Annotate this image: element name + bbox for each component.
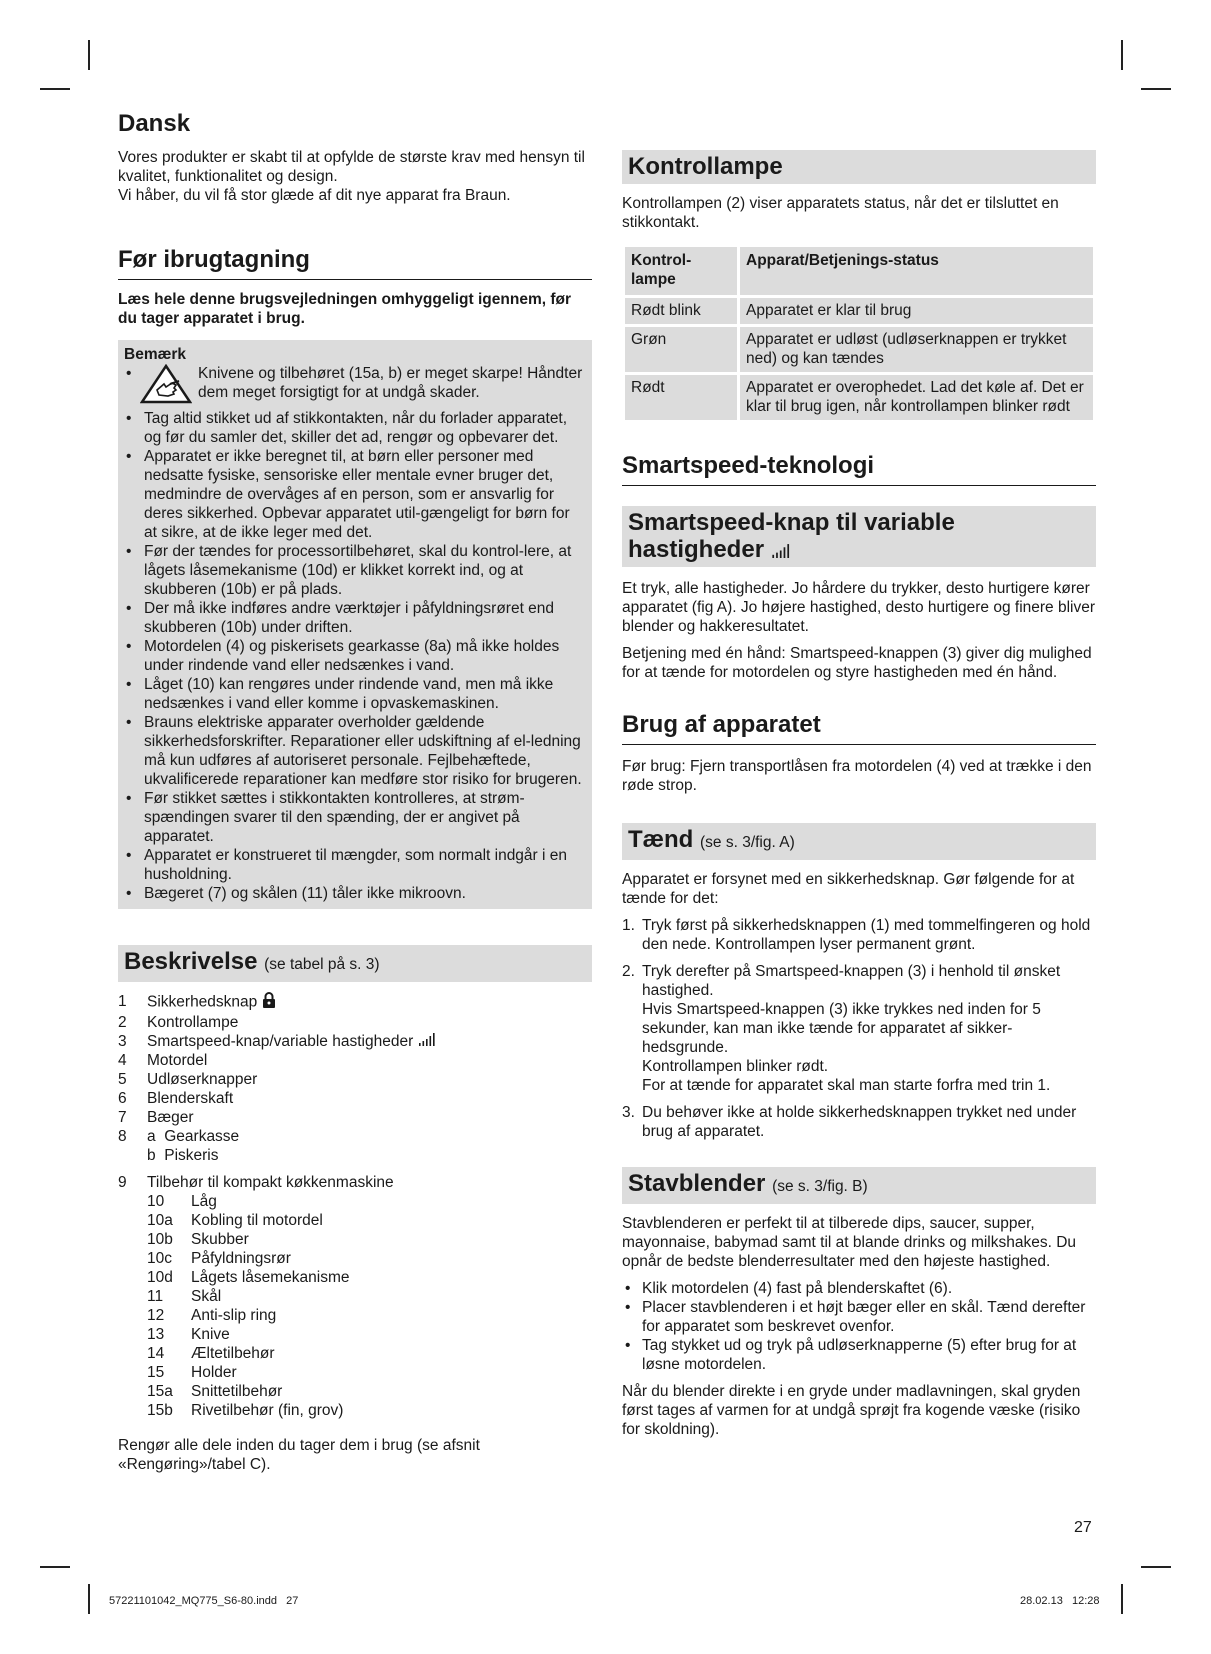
note-item: • Brauns elektriske apparater overholder gældende sikkerhedsforskrifter. Reparationer eller udskiftning af el-ledning må kun udføres af autoriseret personale. Fejlbehæftede, ukvalificerede reparationer kan medføre stor risiko for brugeren. (124, 713, 586, 789)
part-label: Skål (191, 1288, 222, 1306)
note-item: • Bægeret (7) og skålen (11) tåler ikke mikroovn. (124, 884, 586, 903)
footer-date: 28.02.13 12:28 (1020, 1595, 1100, 1607)
note-item: • Tag altid stikket ud af stikkontakten, når du forlader apparatet, og før du samler det, skiller det ad, rengør og opbevarer det. (124, 409, 586, 447)
part-label: Blenderskaft (147, 1090, 234, 1108)
description-title: Beskrivelse (124, 948, 258, 975)
bullet-item: • Placer stavblenderen i et højt bæger eller en skål. Tænd derefter for apparatet som beskrevet ovenfor. (622, 1298, 1096, 1336)
crop-mark (1121, 40, 1123, 70)
table-cell: Apparatet er udløst (udløserknappen er trykket ned) og kan tændes (739, 326, 1095, 374)
step-number: 3. (622, 1104, 635, 1122)
part-number: 10a (147, 1212, 173, 1230)
bullet-item: • Klik motordelen (4) fast på blenderskaftet (6). (622, 1279, 1096, 1298)
step-text: Tryk først på sikkerhedsknappen (1) med tommelfingeren og hold den nede. Kontrollampen lyser permanent grønt. (642, 917, 1091, 954)
crop-mark (88, 1584, 90, 1614)
part-number: 15b (147, 1402, 173, 1420)
step-number: 1. (622, 917, 635, 935)
right-column (622, 150, 1096, 1439)
table-cell: Rødt (624, 374, 739, 422)
note-item: • Apparatet er konstrueret til mængder, som normalt indgår i en husholdning. (124, 846, 586, 884)
crop-mark (1141, 1566, 1171, 1568)
note-item: • Før stikket sættes i stikkontakten kontrolleres, at strøm-spændingen svarer til den spænding, der er angivet på apparatet. (124, 789, 586, 846)
step-text: Kontrollampen blinker rødt. (642, 1058, 829, 1076)
language-title: Dansk (118, 110, 191, 137)
speed-bars-icon (418, 1032, 438, 1051)
step-item (622, 916, 1096, 954)
lock-icon (262, 992, 276, 1013)
crop-mark (1121, 1584, 1123, 1614)
smartspeed-subheading-text: Smartspeed-knap til variable hastigheder (628, 509, 955, 563)
part-number: 2 (118, 1014, 127, 1031)
part-number: 8 (118, 1128, 127, 1146)
table-cell: Apparatet er klar til brug (739, 297, 1095, 326)
table-header-row (624, 246, 1095, 297)
table-header-cell: Apparat/Betjenings-status (739, 246, 1095, 297)
intro-text: Vores produkter er skabt til at opfylde de største krav med hensyn til kvalitet, funktionalitet og design. (118, 149, 585, 185)
note-box (118, 340, 592, 909)
switch-on-heading (622, 823, 1096, 860)
parts-list (118, 1173, 592, 1192)
part-label: Påfyldningsrør (191, 1250, 291, 1268)
intro-text: Vi håber, du vil få stor glæde af dit nye apparat fra Braun. (118, 187, 511, 204)
before-use-lead: Læs hele denne brugsvejledningen omhyggeligt igennem, før du tager apparatet i brug. (118, 291, 572, 327)
parts-list (118, 992, 592, 1165)
hand-blender-title: Stavblender (628, 1170, 766, 1198)
part-number: 9 (118, 1174, 127, 1192)
part-label: Motordel (147, 1052, 208, 1070)
smartspeed-subheading (622, 506, 1096, 567)
smartspeed-text: Betjening med én hånd: Smartspeed-knappen (3) giver dig mulighed for at tænde for motordelen og styre hastigheden med én hånd. (622, 645, 1092, 682)
part-label: Lågets låsemekanisme (191, 1269, 350, 1287)
part-label: Anti-slip ring (191, 1307, 277, 1325)
crop-mark (88, 40, 90, 70)
part-label: Smartspeed-knap/variable hastigheder (147, 1032, 592, 1051)
note-item: • Før der tændes for processortilbehøret, skal du kontrol-lere, at lågets låsemekanisme (10d) er klikket korrekt ind, og at skubberen (10b) er på plads. (124, 542, 586, 599)
control-lamp-heading: Kontrollampe (622, 150, 1096, 184)
part-label: Tilbehør til kompakt køkkenmaskine (147, 1174, 394, 1192)
part-number: 13 (147, 1326, 165, 1344)
switch-on-sub: (se s. 3/fig. A) (700, 834, 795, 852)
table-cell: Apparatet er overophedet. Lad det køle af. Det er klar til brug igen, når kontrollampen blinker rødt (739, 374, 1095, 422)
control-lamp-table (622, 244, 1096, 423)
table-cell: Grøn (624, 326, 739, 374)
part-label: Snittetilbehør (191, 1383, 283, 1401)
part-number: 7 (118, 1109, 127, 1127)
speed-bars-icon (771, 537, 793, 564)
step-text: Du behøver ikke at holde sikkerhedsknappen trykket ned under brug af apparatet. (642, 1104, 1077, 1141)
left-column (118, 110, 592, 1474)
warning-hand-icon (140, 364, 198, 409)
part-number: 10d (147, 1269, 173, 1287)
part-number: 6 (118, 1090, 127, 1108)
step-item (622, 962, 1096, 1095)
bullet-item: • Tag stykket ud og tryk på udløserknapperne (5) efter brug for at løsne motordelen. (622, 1336, 1096, 1374)
control-lamp-text: Kontrollampen (2) viser apparatets status, når det er tilsluttet en stikkontakt. (622, 195, 1059, 231)
usage-heading: Brug af apparatet (622, 710, 1096, 745)
part-number: 3 (118, 1033, 127, 1050)
step-item (622, 1103, 1096, 1141)
step-text: For at tænde for apparatet skal man starte forfra med trin 1. (642, 1077, 1051, 1095)
part-label: a Gearkasse (147, 1128, 240, 1146)
part-number: 15a (147, 1383, 173, 1401)
note-item: • Motordelen (4) og piskerisets gearkasse (8a) må ikke holdes under rindende vand eller nedsænkes i vand. (124, 637, 586, 675)
part-number: 14 (147, 1345, 165, 1363)
crop-mark (40, 88, 70, 90)
table-row (624, 374, 1095, 422)
hand-blender-bullets (622, 1279, 1096, 1374)
smartspeed-text: Et tryk, alle hastigheder. Jo hårdere du trykker, desto hurtigere kører apparatet (fig A). Jo højere hastighed, desto hurtigere og finere bliver blender og hakkeresultatet. (622, 580, 1096, 636)
crop-mark (1141, 88, 1171, 90)
step-number: 2. (622, 963, 635, 981)
part-label: Rivetilbehør (fin, grov) (191, 1402, 344, 1420)
hand-blender-sub: (se s. 3/fig. B) (772, 1178, 868, 1196)
description-heading (118, 945, 592, 982)
part-label: Låg (191, 1193, 217, 1211)
part-label: Bæger (147, 1109, 194, 1127)
switch-on-title: Tænd (628, 826, 694, 854)
smartspeed-heading: Smartspeed-teknologi (622, 451, 1096, 486)
note-title: Bemærk (124, 346, 187, 363)
table-cell: Rødt blink (624, 297, 739, 326)
part-number (118, 1146, 147, 1165)
step-text: Hvis Smartspeed-knappen (3) ikke trykkes ned inden for 5 sekunder, kan man ikke tænde for apparatet af sikker-hedsgrunde. (642, 1001, 1041, 1057)
part-label: Holder (191, 1364, 237, 1382)
crop-mark (40, 1566, 70, 1568)
part-number: 10 (147, 1193, 165, 1211)
part-label: b Piskeris (147, 1147, 219, 1165)
part-label: Knive (191, 1326, 230, 1344)
hand-blender-text: Stavblenderen er perfekt til at tilberede dips, saucer, supper, mayonnaise, babymad samt til at blande drinks og milkshakes. Du opnår de bedste blenderresultater med den højeste hastighed. (622, 1215, 1077, 1271)
note-item: • Der må ikke indføres andre værktøjer i påfyldningsrøret end skubberen (10b) under driften. (124, 599, 586, 637)
part-label: Sikkerhedsknap (147, 992, 592, 1013)
part-number: 1 (118, 993, 127, 1010)
subparts-list (118, 1192, 592, 1420)
step-text: Tryk derefter på Smartspeed-knappen (3) i henhold til ønsket hastighed. (642, 963, 1061, 1000)
usage-text: Før brug: Fjern transportlåsen fra motordelen (4) ved at trække i den røde strop. (622, 758, 1092, 795)
part-number: 11 (147, 1288, 164, 1306)
footer-file: 57221101042_MQ775_S6-80.indd 27 (109, 1595, 299, 1607)
page-number: 27 (1074, 1519, 1092, 1536)
part-number: 10c (147, 1250, 172, 1268)
note-item (124, 364, 586, 409)
description-sub: (se tabel på s. 3) (264, 956, 380, 973)
part-label: Udløserknapper (147, 1071, 258, 1089)
part-label: Kontrollampe (147, 1014, 239, 1031)
table-row (624, 326, 1095, 374)
note-item: • Apparatet er ikke beregnet til, at børn eller personer med nedsatte fysiske, sensoriske eller mentale evner bruger det, medmindre de overvåges af en person, som er ansvarlig for deres sikkerhed. Opbevar apparatet util-gængeligt for børn for at sikre, at de ikke leger med det. (124, 447, 586, 542)
note-item-text: • Knivene og tilbehøret (15a, b) er meget skarpe! Håndter dem meget forsigtigt for at undgå skader. (198, 365, 583, 401)
part-number: 10b (147, 1231, 173, 1249)
part-number: 12 (147, 1307, 165, 1325)
part-label: Kobling til motordel (191, 1212, 323, 1230)
hand-blender-text: Når du blender direkte i en gryde under madlavningen, skal gryden først tages af varmen for at undgå sprøjt fra kogende væske (risiko for skoldning). (622, 1383, 1081, 1439)
part-number: 4 (118, 1052, 127, 1070)
part-number: 15 (147, 1364, 165, 1382)
switch-on-steps (622, 916, 1096, 1141)
switch-on-text: Apparatet er forsynet med en sikkerhedsknap. Gør følgende for at tænde for det: (622, 871, 1075, 908)
table-row (624, 297, 1095, 326)
part-label: Skubber (191, 1231, 249, 1249)
part-label: Æltetilbehør (191, 1345, 275, 1363)
note-item: • Låget (10) kan rengøres under rindende vand, men må ikke nedsænkes i vand eller komme i opvaskemaskinen. (124, 675, 586, 713)
before-use-heading: Før ibrugtagning (118, 245, 592, 280)
hand-blender-heading (622, 1167, 1096, 1204)
cleaning-note: Rengør alle dele inden du tager dem i brug (se afsnit «Rengøring»/tabel C). (118, 1437, 480, 1474)
table-header-cell: Kontrol-lampe (624, 246, 739, 297)
part-number: 5 (118, 1071, 127, 1089)
